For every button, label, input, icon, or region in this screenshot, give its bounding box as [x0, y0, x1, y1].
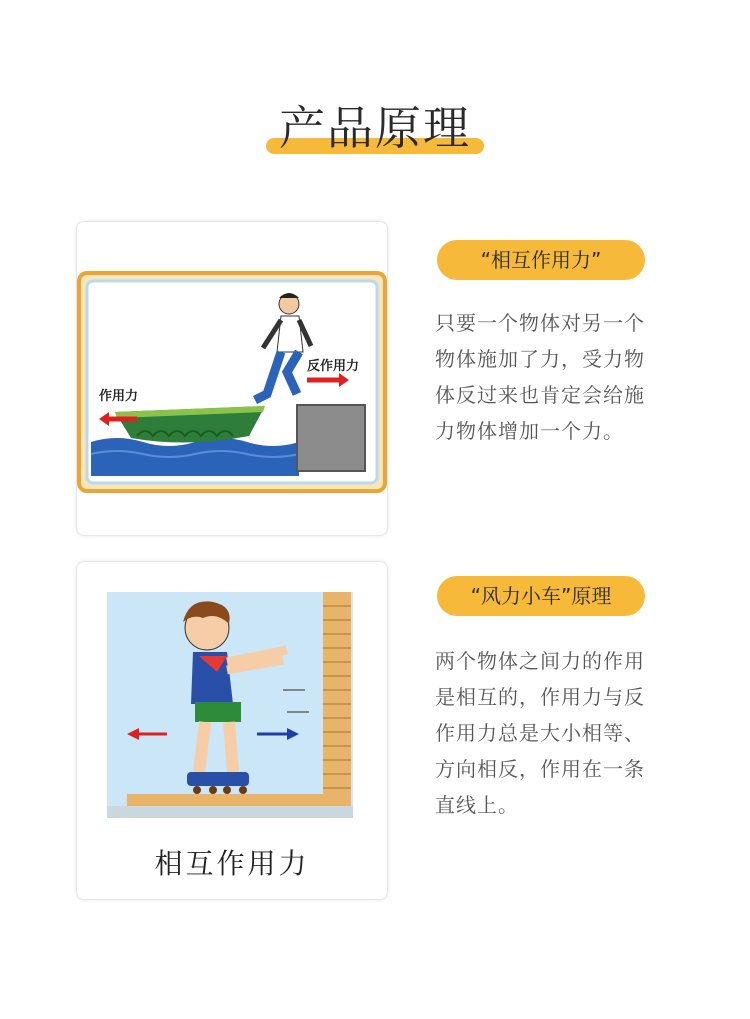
illustration-card-boat	[76, 221, 388, 536]
illustration-card-skater	[76, 561, 388, 900]
boat-illustration	[77, 222, 388, 536]
page-title: 产品原理	[279, 101, 471, 155]
badge-wind-car: “风力小车”原理	[437, 576, 645, 616]
label-reaction-force: 反作用力	[307, 359, 360, 374]
badge-mutual-force: “相互作用力”	[437, 240, 645, 280]
label-action-force: 作用力	[99, 389, 139, 404]
description-mutual-force: 只要一个物体对另一个物体施加了力，受力物体反过来也肯定会给施力物体增加一个力。	[435, 311, 645, 443]
skater-illustration	[77, 562, 388, 832]
page-title-wrap	[0, 98, 750, 158]
illustration-caption: 相互作用力	[154, 847, 310, 880]
description-wind-car: 两个物体之间力的作用是相互的，作用力与反作用力总是大小相等、方向相反，作用在一条直线上。	[435, 649, 645, 817]
